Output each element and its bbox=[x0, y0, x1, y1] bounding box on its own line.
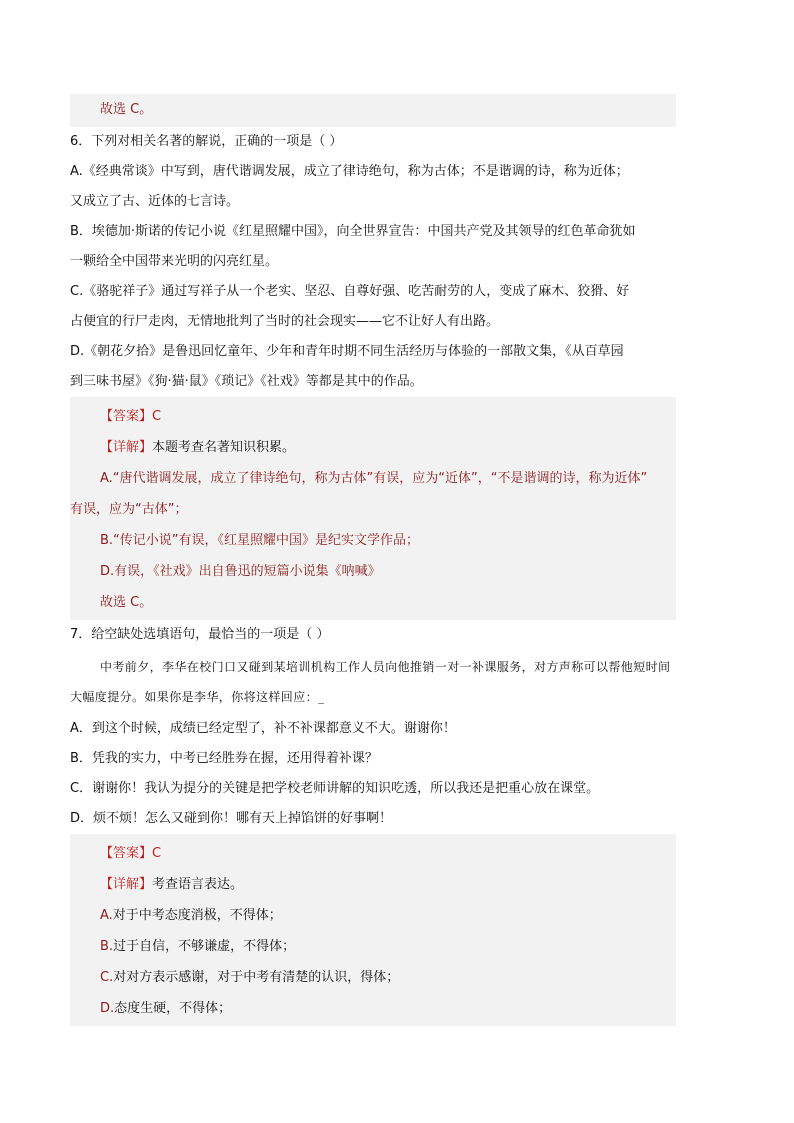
answer-block-q7 bbox=[70, 834, 676, 1026]
answer-line-q7 bbox=[70, 838, 676, 869]
question-7-option-d: D．烦不烦！怎么又碰到你！哪有天上掉馅饼的好事啊！ bbox=[70, 811, 393, 826]
explanation-q6-a: A.“唐代谐调发展，成立了律诗绝句，称为古体”有误，应为“近体”，“不是谐调的诗，称为近体” 有误，应为“古体”； bbox=[70, 471, 648, 517]
question-7-option-b: B．凭我的实力，中考已经胜券在握，还用得着补课？ bbox=[70, 751, 378, 766]
answer-tag: 【答案】 bbox=[100, 409, 153, 424]
conclusion-q6: 故选 C。 bbox=[100, 595, 153, 610]
question-7-stem: 7．给空缺处选填语句，最恰当的一项是（ ） bbox=[70, 627, 330, 642]
answer-value: C bbox=[152, 409, 162, 424]
detail-line-q7 bbox=[70, 869, 676, 900]
explanation-q7-d: D.态度生硬，不得体； bbox=[100, 1001, 232, 1016]
question-6-option-b: B．埃德加·斯诺的传记小说《红星照耀中国》，向全世界宣告：中国共产党及其领导的红色革命犹如 一颗给全中国带来光明的闪亮红星。 bbox=[70, 224, 636, 269]
question-7-passage: 中考前夕，李华在校门口又碰到某培训机构工作人员向他推销一对一补课服务，对方声称可以帮他短时间大幅度提分。如果你是李华，你将这样回应：_ bbox=[70, 660, 671, 704]
question-6-option-c: C.《骆驼祥子》通过写祥子从一个老实、坚忍、自尊好强、吃苦耐劳的人，变成了麻木、狡猾、好 占便宜的行尸走肉，无情地批判了当时的社会现实——它不让好人有出路。 bbox=[70, 284, 630, 329]
question-7-option-c: C．谢谢你！我认为提分的关键是把学校老师讲解的知识吃透，所以我还是把重心放在课堂。 bbox=[70, 781, 600, 796]
detail-text: 本题考查名著知识积累。 bbox=[152, 440, 296, 455]
explanation-q7-c: C.对对方表示感谢，对于中考有清楚的认识，得体； bbox=[100, 970, 400, 985]
document-page bbox=[70, 94, 676, 1026]
explanation-q7-b: B.过于自信，不够谦虚，不得体； bbox=[100, 939, 296, 954]
question-6-option-a: A.《经典常谈》中写到，唐代谐调发展，成立了律诗绝句，称为古体；不是谐调的诗，称为近体； 又成立了古、近体的七言诗。 bbox=[70, 164, 629, 209]
detail-line-q6 bbox=[70, 432, 676, 463]
answer-block-q6 bbox=[70, 397, 676, 620]
detail-tag: 【详解】 bbox=[100, 440, 153, 455]
answer-tag: 【答案】 bbox=[100, 846, 153, 861]
question-6-option-d: D.《朝花夕拾》是鲁迅回忆童年、少年和青年时期不同生活经历与体验的一部散文集，《从百草园 到三味书屋》《狗·猫·鼠》《琐记》《社戏》等都是其中的作品。 bbox=[70, 344, 624, 389]
explanation-q6-b: B.“传记小说”有误，《红星照耀中国》是纪实文学作品； bbox=[100, 533, 420, 548]
explanation-q6-d: D.有误，《社戏》出自鲁迅的短篇小说集《呐喊》 bbox=[100, 564, 381, 579]
detail-tag: 【详解】 bbox=[100, 877, 153, 892]
answer-block-q5-tail bbox=[70, 94, 676, 127]
answer-line-q6 bbox=[70, 401, 676, 432]
question-6-stem: 6．下列对相关名著的解说，正确的一项是（ ） bbox=[70, 134, 343, 149]
question-7-option-a: A．到这个时候，成绩已经定型了，补不补课都意义不大。谢谢你！ bbox=[70, 721, 456, 736]
explanation-q7-a: A.对于中考态度消极，不得体； bbox=[100, 908, 282, 923]
detail-text: 考查语言表达。 bbox=[152, 877, 244, 892]
answer-value: C bbox=[152, 846, 162, 861]
conclusion-q5: 故选 C。 bbox=[100, 102, 153, 117]
